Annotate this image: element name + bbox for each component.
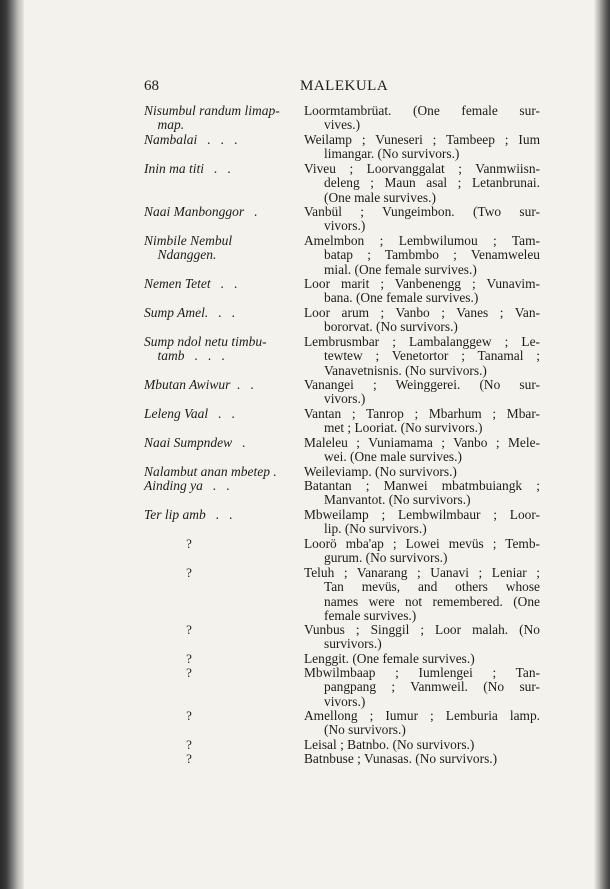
family-entry-line: Mbweilamp ; Lembwilmbaur ; Loor- [304,507,540,522]
family-entry-line: Viveu ; Loorvanggalat ; Vanmwiisn- [304,161,540,176]
family-entry-line: Weilamp ; Vuneseri ; Tambeep ; Ium [304,132,540,147]
family-entry-line: Loor marit ; Vanbenengg ; Vunavim- [304,276,540,291]
family-entry-line: mial. (One female survives.) [324,261,477,277]
village-name-line: Nisumbul randum limap- [144,103,280,118]
village-name [144,306,294,320]
family-entry [304,133,540,162]
village-name-line: Nalambut anan mbetep . [144,464,277,479]
family-entry-line: survivors.) [324,636,382,652]
family-entry-line: vivors.) [324,218,366,234]
family-entry [304,508,540,537]
family-entry-line: gurum. (No survivors.) [324,550,448,566]
village-name [144,623,234,637]
village-name-line: ? [186,665,192,680]
village-name [144,666,234,680]
village-name-line: ? [186,651,192,666]
village-name [144,378,294,392]
village-name-line: Naai Manbonggor . [144,204,258,219]
village-name [144,566,234,580]
village-name [144,537,234,551]
village-name [144,335,294,364]
village-name [144,133,294,147]
village-name [144,162,294,176]
village-name-line: ? [186,565,192,580]
village-name-line: Naai Sumpndew . [144,435,246,450]
family-entry-line: female survives.) [324,607,417,623]
village-name [144,709,234,723]
family-entry-line: wei. (One male survives.) [324,449,462,465]
family-entry [304,234,540,277]
family-entry [304,709,540,738]
village-name-line: ? [186,737,192,752]
family-entry-line: bana. (One female survives.) [324,290,479,306]
village-name [144,104,294,133]
village-name-line: Sump ndol netu timbu- [144,334,267,349]
family-entry [304,306,540,335]
village-name-line: ? [186,622,192,637]
family-entry-line: tewtew ; Venetortor ; Tanamal ; [324,348,540,364]
family-entry [304,335,540,378]
village-name-line: Ter lip amb . . [144,507,233,522]
village-name-line: tamb . . . [144,348,225,364]
family-entry [304,104,540,133]
family-entry-line: (One male survives.) [324,189,436,205]
village-name-line: ? [186,751,192,766]
village-name-line: Leleng Vaal . . [144,406,236,421]
family-entry-line: deleng ; Maun asal ; Letanbrunai. [324,175,540,191]
family-entry-line: Mbwilmbaap ; Iumlengei ; Tan- [304,665,540,680]
family-entry-line: Vanangei ; Weinggerei. (No sur- [304,377,540,392]
family-entry [304,752,540,766]
family-entry-line: Maleleu ; Vuniamama ; Vanbo ; Mele- [304,435,540,450]
book-binding-left [0,0,24,889]
family-entry-line: vivors.) [324,391,366,407]
family-entry-line: vives.) [324,117,361,133]
running-title: MALEKULA [300,78,389,94]
family-entry [304,479,540,508]
village-name [144,407,294,421]
family-entry-line: met ; Looriat. (No survivors.) [324,420,483,436]
village-name [144,436,294,450]
family-entry-line: lip. (No survivors.) [324,521,427,537]
family-entry-line: bororvat. (No survivors.) [324,319,458,335]
family-entry-line: (No survivors.) [324,722,406,738]
family-entry-line: Loormtambrüat. (One female sur- [304,103,540,118]
family-entry-line: Amelmbon ; Lembwilumou ; Tam- [304,233,540,248]
family-entry-line: Lenggit. (One female survives.) [304,651,475,666]
page-number: 68 [144,78,159,94]
village-name [144,205,294,219]
family-entry-line: Vantan ; Tanrop ; Mbarhum ; Mbar- [304,406,540,421]
family-entry [304,162,540,205]
village-name [144,508,294,522]
family-entry-line: names were not remembered. (One [324,593,540,609]
village-name-line: Sump Amel. . . [144,305,236,320]
family-entry-line: Loorö mba'ap ; Lowei mevüs ; Temb- [304,536,540,551]
family-entry [304,407,540,436]
village-name-line: ? [186,708,192,723]
family-entry-line: limangar. (No survivors.) [324,146,460,162]
family-entry-line: Tan mevüs, and others whose [324,579,540,595]
village-name [144,479,294,493]
family-entry [304,623,540,652]
family-entry-line: Vunbus ; Singgil ; Loor malah. (No [304,622,540,637]
village-name-line: ? [186,536,192,551]
family-entry [304,666,540,709]
village-name-line: Mbutan Awiwur . . [144,377,255,392]
village-name-line: Inin ma titi . . [144,161,231,176]
family-entry-line: Teluh ; Vanarang ; Uanavi ; Leniar ; [304,565,540,580]
village-name-line: Nambalai . . . [144,132,238,147]
village-name [144,752,234,766]
village-name-line: Nimbile Nembul [144,233,233,248]
village-name [144,234,294,263]
book-binding-right [594,0,610,889]
family-entry-line: Manvantot. (No survivors.) [324,492,471,508]
village-name-line: Ndanggen. [144,247,217,263]
family-entry-line: Amellong ; Iumur ; Lemburia lamp. [304,708,540,723]
family-entry-line: Batnbuse ; Vunasas. (No survivors.) [304,751,498,766]
family-entry-line: Leisal ; Batnbo. (No survivors.) [304,737,475,752]
family-entry [304,436,540,465]
family-entry-line: batap ; Tambmbo ; Venamweleu [324,247,540,263]
village-name-line: Nemen Tetet . . [144,276,238,291]
family-entry-line: Loor arum ; Vanbo ; Vanes ; Van- [304,305,540,320]
family-entry-line: Batantan ; Manwei mbatmbuiangk ; [304,478,540,493]
village-name-line: map. [144,117,185,133]
family-entry-line: Vanavetnisnis. (No survivors.) [324,362,487,378]
village-name-line: Ainding ya . . [144,478,230,493]
family-entry [304,277,540,306]
family-entry-line: Weileviamp. (No survivors.) [304,464,457,479]
family-entry-line: vivors.) [324,693,366,709]
family-entry [304,205,540,234]
family-entry-line: Vanbül ; Vungeimbon. (Two sur- [304,204,540,219]
family-entry [304,566,540,623]
family-entry [304,378,540,407]
family-entry-line: pangpang ; Vanmweil. (No sur- [324,679,540,695]
family-entry [304,537,540,566]
village-name [144,277,294,291]
family-entry-line: Lembrusmbar ; Lambalanggew ; Le- [304,334,540,349]
